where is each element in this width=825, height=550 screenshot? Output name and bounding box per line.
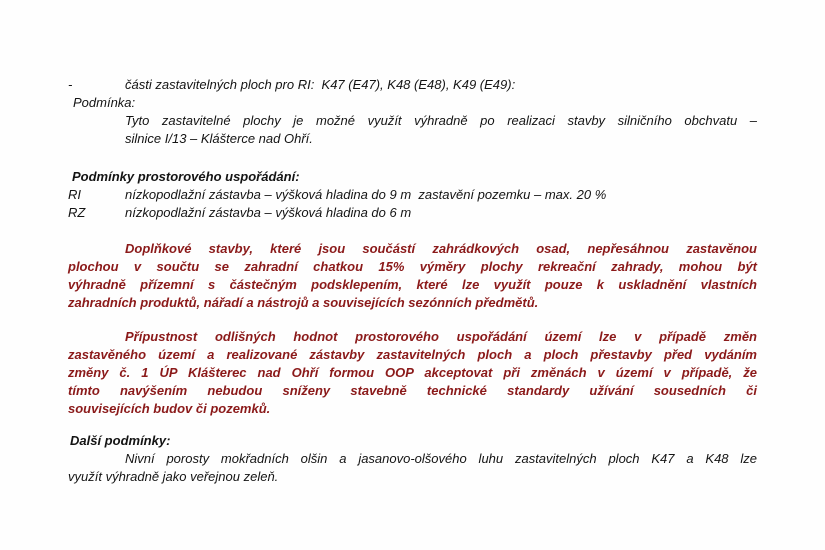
other-conditions-line: Nivní porosty mokřadních olšin a jasanovo-olšového luhu zastavitelných ploch K47 a K48 lze: [125, 451, 757, 466]
red-paragraph-line: změny č. 1 ÚP Klášterec nad Ohří formou OOP akceptovat při změnách v území v případě, že: [68, 365, 757, 380]
condition-line: silnice I/13 – Klášterce nad Ohří.: [125, 131, 313, 146]
red-paragraph-line: souvisejících budov či pozemků.: [68, 401, 271, 416]
term-definition: nízkopodlažní zástavba – výšková hladina do 6 m: [125, 205, 412, 220]
red-paragraph-line: Přípustnost odlišných hodnot prostorového uspořádání území lze v případě změn: [125, 329, 757, 344]
condition-label: Podmínka:: [73, 95, 136, 110]
red-paragraph-line: tímto navýšením nebudou sníženy stavebně technické standardy užívání sousedních či: [68, 383, 757, 398]
red-paragraph-line: plochou v součtu se zahradní chatkou 15% výměry plochy rekreační zahrady, mohou být: [68, 259, 757, 274]
other-conditions-heading: Další podmínky:: [70, 433, 171, 448]
other-conditions-paragraph: [68, 450, 757, 486]
spatial-conditions-heading: Podmínky prostorového uspořádání:: [72, 169, 300, 184]
condition-line: Tyto zastavitelné plochy je možné využít výhradně po realizaci stavby silničního obchvatu –: [125, 113, 757, 128]
term-code: RZ: [68, 205, 86, 220]
list-item-text: části zastavitelných ploch pro RI: K47 (E47), K48 (E48), K49 (E49):: [125, 77, 516, 92]
red-paragraph-permissibility: [68, 328, 757, 418]
red-paragraph-line: Doplňkové stavby, které jsou součástí zahrádkových osad, nepřesáhnou zastavěnou: [125, 241, 757, 256]
red-paragraph-line: zahradních produktů, nářadí a nástrojů a souvisejících sezónních předmětů.: [68, 295, 539, 310]
term-row: [68, 186, 757, 204]
other-conditions-line: využít výhradně jako veřejnou zeleň.: [68, 469, 279, 484]
term-row: [68, 204, 757, 222]
red-paragraph-line: výhradně přízemní s částečným podsklepením, které lze využít pouze k uskladnění vlastních: [68, 277, 757, 292]
term-definition: nízkopodlažní zástavba – výšková hladina do 9 m zastavění pozemku – max. 20 %: [125, 187, 607, 202]
condition-paragraph: [68, 112, 757, 148]
list-item: [68, 76, 757, 94]
red-paragraph-line: zastavěného území a realizované zástavby zastavitelných ploch a ploch přestavby před vydáním: [68, 347, 757, 362]
list-item-marker: -: [68, 77, 73, 92]
red-paragraph-accessory-buildings: [68, 240, 757, 312]
term-code: RI: [68, 187, 81, 202]
